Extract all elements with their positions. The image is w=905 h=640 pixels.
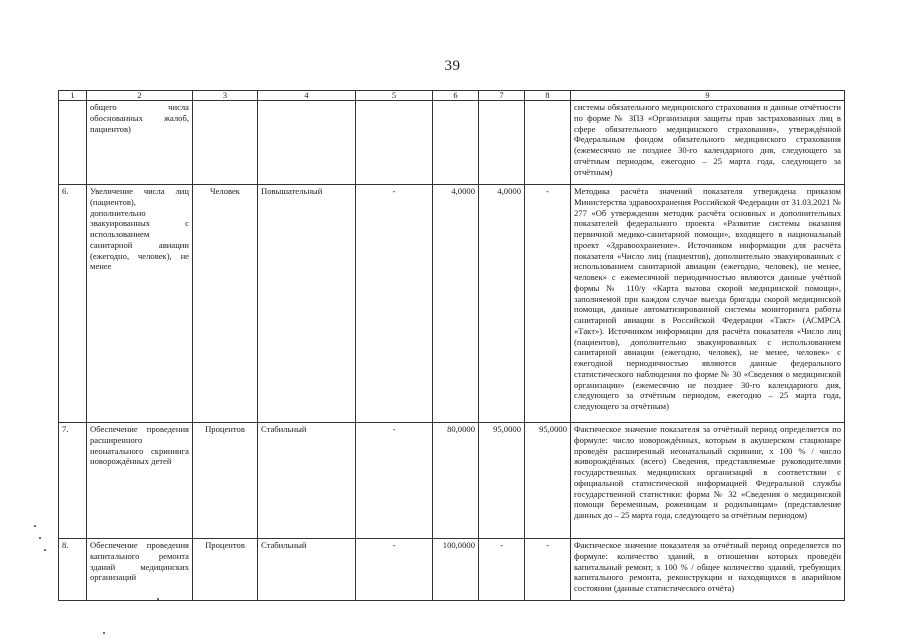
value-cell: 95,0000 <box>525 423 571 539</box>
table-header-row <box>59 91 845 101</box>
value-cell: - <box>525 539 571 601</box>
column-header: 3 <box>193 91 258 101</box>
value-cell <box>479 101 525 185</box>
type-cell: Стабильный <box>258 423 356 539</box>
value-cell: 80,0000 <box>433 423 479 539</box>
column-header: 4 <box>258 91 356 101</box>
indicator-name: Увеличение числа лиц (пациентов), дополнительно эвакуированных с использованием санитарной авиации (ежегодно, человек), не менее <box>87 185 193 423</box>
indicator-name: общего числа обоснованных жалоб, пациентов) <box>87 101 193 185</box>
scan-speck <box>157 598 159 600</box>
type-cell <box>258 101 356 185</box>
type-cell: Повышательный <box>258 185 356 423</box>
page-number: 39 <box>444 58 461 74</box>
table-row <box>59 101 845 185</box>
table-row <box>59 423 845 539</box>
unit-cell: Процентов <box>193 423 258 539</box>
column-header: 9 <box>571 91 845 101</box>
scan-speck <box>103 632 105 634</box>
methodology-cell: Методика расчёта значений показателя утверждена приказом Министерства здравоохранения Российской Федерации от 31.03.2021 № 277 «Об утверждении методик расчёта основных и дополнительных показателей федерального проекта «Развитие системы оказания первичной медико-санитарной помощи», входящего в национальный проект «Здравоохранение». Источником информации для расчёта показателя «Число лиц (пациентов), дополнительно эвакуированных с использованием санитарной авиации (ежегодно, человек), не менее, человек» с ежемесячной периодичностью являются данные учётной формы № 110/у «Карта вызова скорой медицинской помощи», заполняемой при каждом случае выезда бригады скорой медицинской помощи, данные автоматизированной системы мониторинга работы санитарной авиации в Российской Федерации «Такт» (АСМРСА «Такт»). Источником информации для расчёта показателя «Число лиц (пациентов), дополнительно эвакуированных с использованием санитарной авиации (ежегодно, человек), не менее, человек» с ежегодной периодичностью являются данные федерального статистического наблюдения по форме № 30 «Сведения о медицинской организации» (ежемесячно не позднее 30-го календарного дня, следующего за отчётным периодом, ежегодно – 25 марта года, следующего за отчётным) <box>571 185 845 423</box>
value-cell: - <box>525 185 571 423</box>
column-header: 7 <box>479 91 525 101</box>
methodology-cell: системы обязательного медицинского страхования и данные отчётности по форме № ЗПЗ «Организация защиты прав застрахованных лиц в сфере обязательного медицинского страхования», утверждённой Федеральным фондом обязательного медицинского страхования (ежемесячно не позднее 30-го календарного дня, следующего за отчётным периодом, ежегодно – 25 марта года, следующего за отчётным) <box>571 101 845 185</box>
value-cell <box>525 101 571 185</box>
row-number <box>59 101 87 185</box>
value-cell: 100,0000 <box>433 539 479 601</box>
value-cell: - <box>356 423 433 539</box>
row-number: 8. <box>59 539 87 601</box>
column-header: 2 <box>87 91 193 101</box>
unit-cell: Человек <box>193 185 258 423</box>
unit-cell: Процентов <box>193 539 258 601</box>
scan-speck <box>34 525 36 527</box>
column-header: 8 <box>525 91 571 101</box>
value-cell: - <box>356 539 433 601</box>
type-cell: Стабильный <box>258 539 356 601</box>
column-header: 5 <box>356 91 433 101</box>
value-cell: 4,0000 <box>479 185 525 423</box>
column-header: 1 <box>59 91 87 101</box>
methodology-cell: Фактическое значение показателя за отчётный период определяется по формуле: число новорождённых, которым в акушерском стационаре проведён расширенный неонатальный скрининг, x 100 % / число живорождённых (всего) Сведения, представляемые руководителями государственных медицинских организаций в соответствии с официальной статистической информацией Федеральной службы государственной статистики: форма № 32 «Сведения о медицинской помощи беременным, роженицам и родильницам» (представление данных до – 25 марта года, следующего за отчётным периодом) <box>571 423 845 539</box>
value-cell <box>433 101 479 185</box>
indicator-name: Обеспечение проведения расширенного неонатального скрининга новорождённых детей <box>87 423 193 539</box>
column-header: 6 <box>433 91 479 101</box>
table-row <box>59 185 845 423</box>
value-cell: - <box>479 539 525 601</box>
unit-cell <box>193 101 258 185</box>
indicators-table <box>58 90 845 601</box>
row-number: 6. <box>59 185 87 423</box>
indicator-name: Обеспечение проведения капитального ремонта зданий медицинских организаций <box>87 539 193 601</box>
value-cell: - <box>356 185 433 423</box>
table-row <box>59 539 845 601</box>
value-cell <box>356 101 433 185</box>
methodology-cell: Фактическое значение показателя за отчётный период определяется по формуле: количество зданий, в отношении которых проведён капитальный ремонт, x 100 % / общее количество зданий, требующих капитального ремонта, реконструкции и находящихся в аварийном состоянии (данные статистического отчёта) <box>571 539 845 601</box>
scan-speck <box>44 549 46 551</box>
value-cell: 95,0000 <box>479 423 525 539</box>
row-number: 7. <box>59 423 87 539</box>
scan-speck <box>39 537 41 539</box>
value-cell: 4,0000 <box>433 185 479 423</box>
